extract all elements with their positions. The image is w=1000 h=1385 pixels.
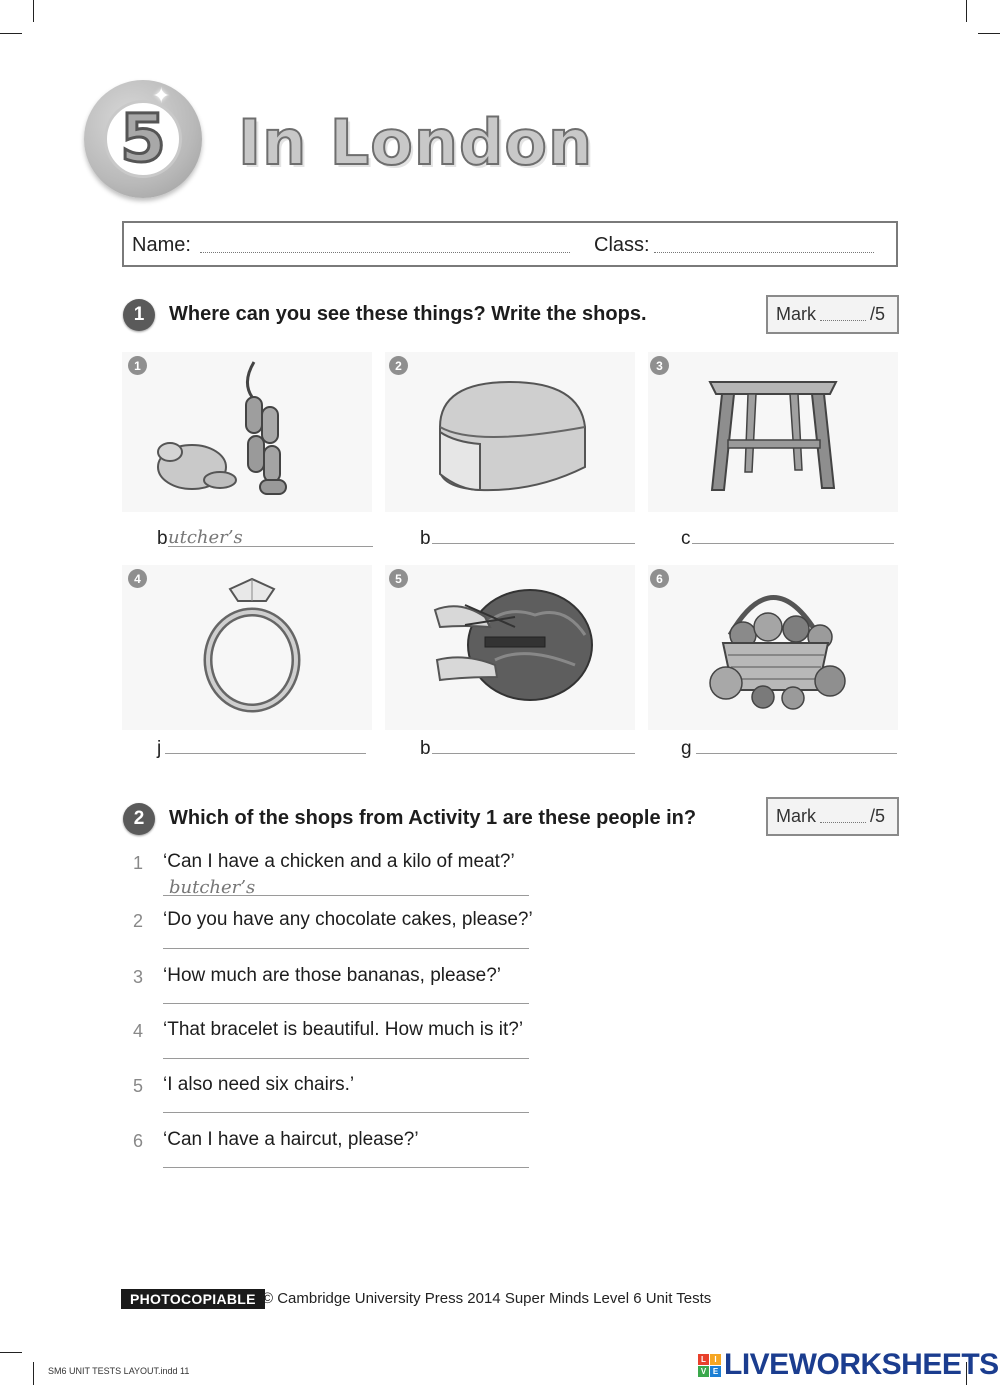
liveworksheets-logo[interactable] [698,1348,999,1382]
logo-letter: L [698,1354,709,1365]
file-slug: SM6 UNIT TESTS LAYOUT.indd 11 [48,1366,190,1376]
question-answer-line-6[interactable] [163,1167,529,1168]
item-number: 3 [650,356,669,375]
crop-mark [978,33,1000,34]
answer-line-1[interactable] [168,546,373,547]
item-number: 1 [128,356,147,375]
activity1-instruction: Where can you see these things? Write the shops. [169,303,647,325]
photocopiable-label: PHOTOCOPIABLE [121,1289,265,1309]
logo-letter: I [710,1354,721,1365]
question-text: ‘I also need six chairs.’ [163,1074,355,1095]
item-number: 4 [128,569,147,588]
mark-label: Mark [776,806,816,826]
item-number: 2 [389,356,408,375]
crop-mark [0,33,22,34]
mark-total: /5 [870,806,886,826]
picture-panel-2 [385,352,635,512]
picture-panel-3 [648,352,898,512]
name-class-box [122,221,898,267]
item-number: 5 [389,569,408,588]
logo-letter: V [698,1366,709,1377]
mark-score-field [820,810,866,823]
example-answer: butcher’s [169,877,256,898]
answer-first-letter: j [157,738,162,759]
item-number: 6 [650,569,669,588]
chicken-sausages-picture [122,352,372,512]
question-answer-line-1[interactable] [163,895,529,896]
question-number: 2 [132,911,143,931]
question-number: 3 [132,967,143,987]
activity2-number: 2 [123,803,155,835]
picture-panel-5 [385,565,635,730]
unit-number: 5 [120,100,166,177]
picture-panel-4 [122,565,372,730]
page-title: In London [238,106,594,179]
diamond-ring-picture [122,565,372,730]
answer-line-4[interactable] [165,753,366,754]
question-number: 1 [132,853,143,873]
activity2-mark-box [766,797,899,836]
question-number: 6 [132,1131,143,1151]
example-answer: utcher’s [168,527,243,548]
unit-badge [84,80,202,198]
class-label: Class: [594,234,650,256]
crop-mark [0,1352,22,1353]
question-answer-line-4[interactable] [163,1058,529,1059]
question-text: ‘Can I have a chicken and a kilo of meat?’ [163,851,515,872]
class-field[interactable] [654,252,874,253]
answer-line-5[interactable] [432,753,635,754]
logo-text: LIVEWORKSHEETS [724,1348,999,1381]
question-text: ‘That bracelet is beautiful. How much is it?’ [163,1019,524,1040]
mark-score-field [820,308,866,321]
activity1-mark-box [766,295,899,334]
wooden-stool-picture [648,352,898,512]
copyright-text: © Cambridge University Press 2014 Super Minds Level 6 Unit Tests [262,1290,712,1307]
name-label: Name: [132,234,191,256]
name-field[interactable] [200,252,570,253]
question-text: ‘Do you have any chocolate cakes, please?’ [163,909,533,930]
question-text: ‘How much are those bananas, please?’ [163,965,501,986]
question-number: 5 [132,1076,143,1096]
logo-grid-icon [698,1354,721,1377]
answer-first-letter: b [420,738,431,759]
question-answer-line-5[interactable] [163,1112,529,1113]
sparkle-icon: ✦ [152,84,171,109]
picture-panel-6 [648,565,898,730]
bread-loaf-picture [385,352,635,512]
crop-mark [33,0,34,22]
activity2-instruction: Which of the shops from Activity 1 are these people in? [169,807,697,829]
crop-mark [966,0,967,22]
question-number: 4 [132,1021,143,1041]
answer-line-3[interactable] [692,543,894,544]
answer-line-6[interactable] [696,753,897,754]
answer-first-letter: b [420,528,431,549]
question-answer-line-2[interactable] [163,948,529,949]
question-answer-line-3[interactable] [163,1003,529,1004]
mark-label: Mark [776,304,816,324]
answer-line-2[interactable] [432,543,635,544]
haircut-picture [385,565,635,730]
mark-total: /5 [870,304,886,324]
activity1-number: 1 [123,299,155,331]
logo-letter: E [710,1366,721,1377]
answer-first-letter: c [681,528,691,549]
question-text: ‘Can I have a haircut, please?’ [163,1129,419,1150]
picture-panel-1 [122,352,372,512]
answer-first-letter: b [157,528,168,549]
answer-first-letter: g [681,738,692,759]
fruit-basket-picture [648,565,898,730]
crop-mark [33,1362,34,1385]
